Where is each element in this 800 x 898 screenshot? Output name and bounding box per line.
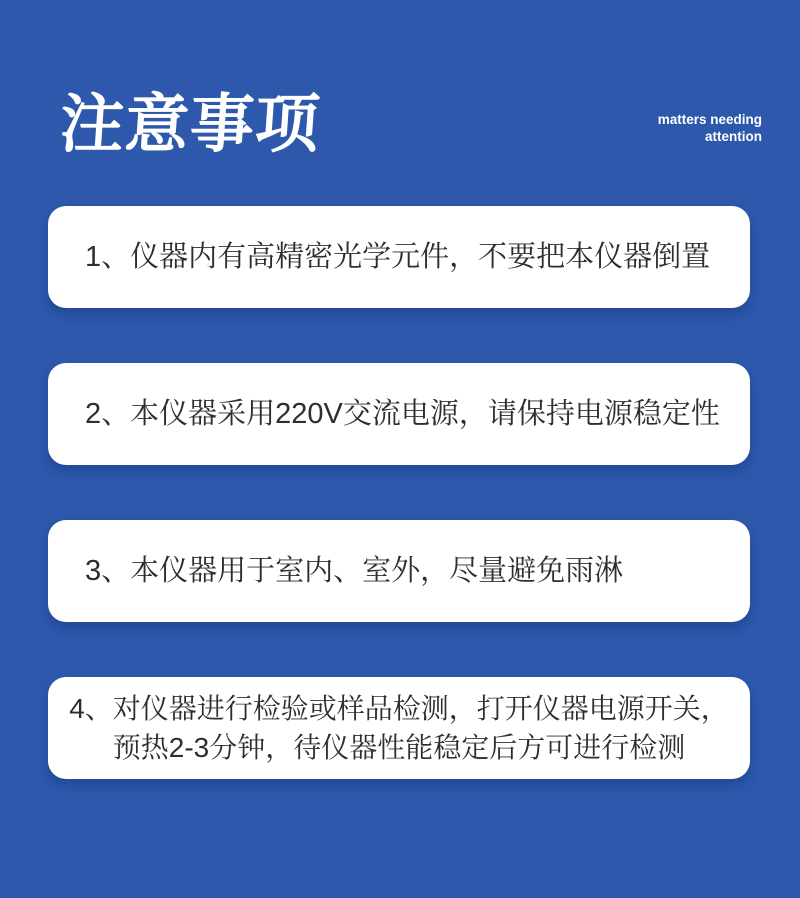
notice-card-4 xyxy=(48,677,750,779)
notice-card-2 xyxy=(48,363,750,465)
notice-card-1 xyxy=(48,206,750,308)
notice-card-3 xyxy=(48,520,750,622)
notice-card-1-text: 1、仪器内有高精密光学元件，不要把本仪器倒置 xyxy=(85,240,711,273)
notice-card-list xyxy=(48,206,750,834)
notice-card-2-text: 2、本仪器采用220V交流电源，请保持电源稳定性 xyxy=(85,397,720,430)
notice-card-4-text-2: 预热2-3分钟，待仪器性能稳定后方可进行检测 xyxy=(112,732,686,763)
notice-card-4-text: 4、对仪器进行检验或样品检测，打开仪器电源开关， xyxy=(69,693,729,724)
page-title: 注意事项 xyxy=(57,88,323,160)
notice-card-3-text: 3、本仪器用于室内、室外，尽量避免雨淋 xyxy=(85,554,624,587)
page-subtitle: matters needing attention xyxy=(657,112,762,144)
